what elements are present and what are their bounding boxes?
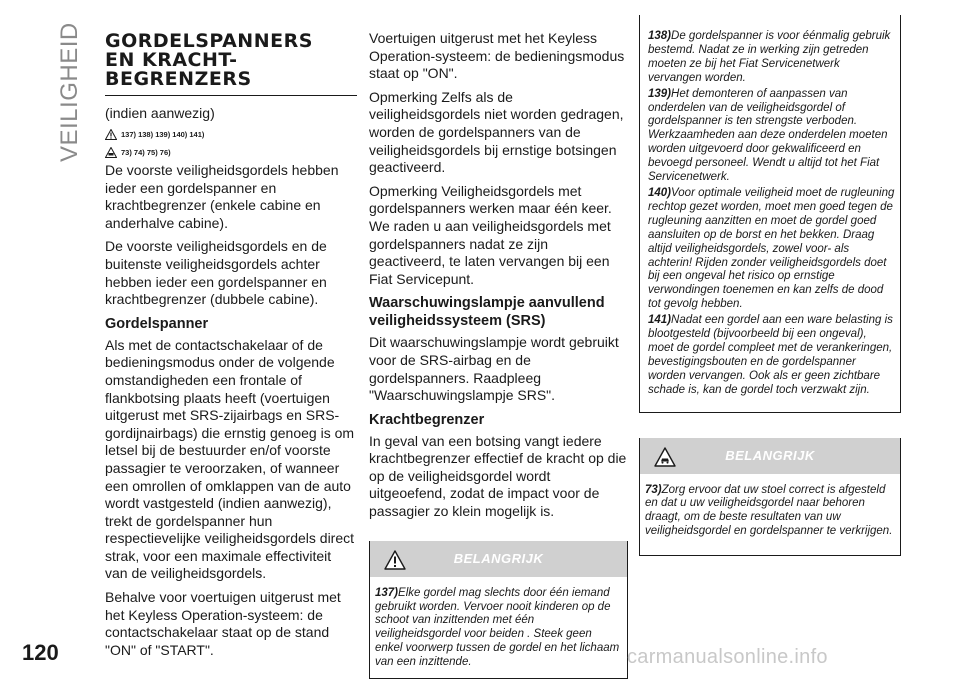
caution-box — [639, 438, 901, 557]
note-number: 140) — [648, 186, 672, 199]
note-137 — [375, 587, 622, 670]
title-line-2: EN KRACHT- — [105, 49, 238, 71]
warning-refs-text: 137) 138) 139) 140) 141) — [121, 129, 205, 139]
note-73 — [645, 484, 895, 540]
note-number: 73) — [645, 483, 662, 496]
heading-warning-lamp: Waarschuwingslampje aanvullend veiligheidssysteem (SRS) — [369, 295, 605, 330]
caution-box-title: BELANGRIJK — [725, 448, 815, 464]
caution-refs-text: 73) 74) 75) 76) — [121, 147, 171, 157]
caution-box-header — [640, 438, 900, 474]
note-141 — [648, 314, 895, 397]
watermark: carmanualsonline.info — [627, 646, 828, 668]
paragraph: In geval van een botsing vangt iedere krachtbegrenzer effectief de kracht op die op de veiligheidsgordel wordt uitgeoefend, zodat de impact voor de passagier zo klein mogelijk is. — [369, 432, 627, 520]
warning-notes-continued — [639, 15, 901, 413]
note-text: Zorg ervoor dat uw stoel correct is afgesteld en dat u uw veiligheidsgordel naar behoren draagt, om de beste resultaten van uw veiligheidsgordel en gordelspanner te verkrijgen. — [645, 483, 893, 538]
warning-triangle-icon — [105, 129, 117, 140]
note-number: 138) — [648, 30, 672, 42]
note-number: 137) — [375, 586, 399, 599]
paragraph: Behalve voor voertuigen uitgerust met het Keyless Operation-systeem: de contactschakelaar staat op de stand "ON" of "START". — [105, 589, 341, 658]
column-3 — [639, 30, 901, 556]
note-140 — [648, 187, 895, 312]
heading-krachtbegrenzer: Krachtbegrenzer — [369, 411, 485, 428]
note-text: Elke gordel mag slechts door één iemand gebruikt worden. Vervoer nooit kinderen op de schoot van inzittenden met één veiligheidsgordel voor beiden . Steek geen enkel voorwerp tussen de gordel en het lichaam van een inzittende. — [375, 586, 620, 669]
paragraph: Als met de contactschakelaar of de bedieningsmodus onder de volgende omstandigheden een frontale of flankbotsing plaats heeft (voertuigen uitgerust met SRS-zijairbags en SRS-gordijnairbags) die ernstig genoeg is om letsel bij de bestuurder en/of voorste passagier te veroorzaken, of wanneer een omrollen of omklappen van de auto wordt vastgesteld (indien aanwezig), trekt de gordelspanner hun respectievelijke veiligheidsgordels direct strak, voor een maximale effectiviteit van de veiligheidsgordels. — [105, 336, 355, 582]
caution-car-icon — [105, 147, 117, 158]
paragraph: Opmerking Veiligheidsgordels met gordelspanners werken maar één keer. We raden u aan veiligheidsgordels met gordelspanners nadat ze zijn geactiveerd, te laten vervangen bij een Fiat Servicepunt. — [369, 182, 612, 287]
note-139 — [648, 88, 895, 185]
caution-refs — [105, 144, 357, 160]
subtitle: (indien aanwezig) — [105, 105, 215, 121]
title-line-1: GORDELSPANNERS — [105, 30, 313, 52]
note-138 — [648, 30, 895, 86]
column-2 — [369, 30, 628, 679]
heading-gordelspanner: Gordelspanner — [105, 315, 209, 332]
column-1 — [105, 30, 357, 665]
paragraph: Voertuigen uitgerust met het Keyless Operation-systeem: de bedieningsmodus staat op "ON". — [369, 30, 625, 82]
note-text: De gordelspanner is voor éénmalig gebruik bestemd. Nadat ze in werking zijn getreden moeten ze bij het Fiat Servicenetwerk vervangen worden. — [648, 30, 891, 84]
title-line-3: BEGRENZERS — [105, 68, 252, 90]
warning-triangle-icon — [384, 550, 406, 570]
paragraph: De voorste veiligheidsgordels en de buitenste veiligheidsgordels achter hebben ieder een gordelspanner en krachtbegrenzer (dubbele cabine). — [105, 238, 327, 308]
page-title — [105, 32, 357, 96]
warning-refs — [105, 126, 357, 142]
warning-box — [369, 541, 628, 679]
note-text: Het demonteren of aanpassen van onderdelen van de veiligheidsgordel of gordelspanner is ten strengste verboden. Werkzaamheden aan deze onderdelen moeten worden uitgevoerd door gekwalificeerd en bevoegd personeel. Wendt u altijd tot het Fiat Servicenetwerk. — [648, 87, 888, 184]
note-text: Voor optimale veiligheid moet de rugleuning rechtop gezet worden, moet men goed tegen de rugleuning aanzitten en moet de gordel goed aansluiten op de borst en het bekken. Draag altijd veiligheidsgordels, zowel voor- als achterin! Rijden zonder veiligheidsgordels doet bij een ongeval het risico op ernstige verwondingen toenemen en kan zelfs de dood tot gevolg hebben. — [648, 186, 895, 311]
note-text: Nadat een gordel aan een ware belasting is blootgesteld (bijvoorbeeld bij een ongeval), moet de gordel compleet met de verankeringen, bevestigingsbouten en de gordelspanner worden vervangen. Ook als er geen zichtbare schade is, kan de gordel toch verzwakt zijn. — [648, 314, 893, 396]
note-number: 139) — [648, 87, 672, 100]
caution-car-icon — [654, 447, 676, 467]
paragraph: Opmerking Zelfs als de veiligheidsgordels niet worden gedragen, worden de gordelspanners van de veiligheidsgordels bij ernstige botsingen geactiveerd. — [369, 88, 624, 176]
paragraph: Dit waarschuwingslampje wordt gebruikt voor de SRS-airbag en de gordelspanners. Raadpleeg "Waarschuwingslampje SRS". — [369, 334, 619, 404]
page-number: 120 — [22, 640, 59, 665]
warning-box-title: BELANGRIJK — [453, 551, 544, 567]
note-number: 141) — [648, 314, 672, 327]
warning-box-header — [370, 541, 627, 577]
paragraph: De voorste veiligheidsgordels hebben ieder een gordelspanner en krachtbegrenzer (enkele cabine en anderhalve cabine). — [105, 162, 339, 231]
section-side-label: VEILIGHEID — [56, 22, 83, 162]
